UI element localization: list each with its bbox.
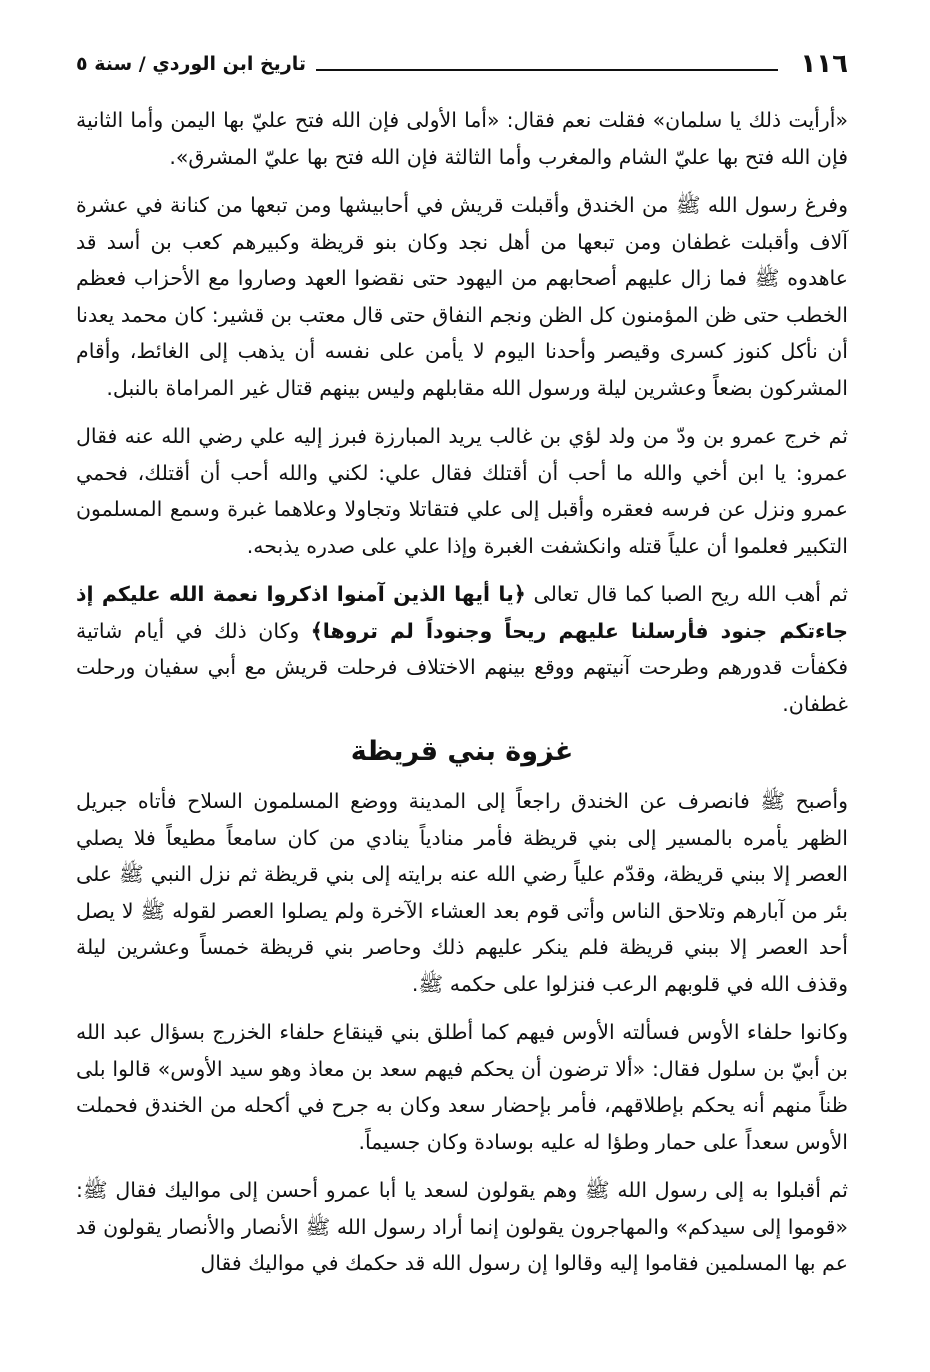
paragraph-3: ثم خرج عمرو بن ودّ من ولد لؤي بن غالب يريد المبارزة فبرز إليه علي رضي الله عنه فقال عمرو: يا ابن أخي والله ما أحب أن أقتلك فقال علي: لكني والله أحب أن أقتلك، فحمي عمرو ونزل عن فرسه فعقره وأقبل إلى علي فتقاتلا وتجاولا وعلاهما غبرة وسمع المسلمون التكبير فعلموا أن علياً قتله وانكشفت الغبرة وإذا علي على صدره يذبحه. bbox=[76, 424, 848, 558]
paragraph-4 bbox=[76, 576, 848, 722]
paragraph-4-intro: ثم أهب الله ريح الصبا كما قال تعالى bbox=[525, 582, 848, 606]
paragraph-1: «أرأيت ذلك يا سلمان» فقلت نعم فقال: «أما الأولى فإن الله فتح عليّ بها اليمن وأما الثانية فإن الله فتح بها عليّ الشام والمغرب وأما الثالثة فإن الله فتح بها عليّ المشرق». bbox=[76, 108, 848, 169]
paragraph-6: وكانوا حلفاء الأوس فسألته الأوس فيهم كما أطلق بني قينقاع حلفاء الخزرج بسؤال عبد الله بن أبيّ بن سلول فقال: «ألا ترضون أن يحكم فيهم سعد بن معاذ وهو سيد الأوس» قالوا بلى ظناً منهم أنه يحكم بإطلاقهم، فأمر بإحضار سعد وكان به جرح في أكحله من الخندق فحملت الأوس سعداً على حمار وطؤا له عليه بوسادة وكان جسيماً. bbox=[76, 1020, 848, 1154]
header-rule bbox=[316, 69, 778, 71]
paragraph-2: وفرغ رسول الله ﷺ من الخندق وأقبلت قريش في أحابيشها ومن تبعها من كنانة في عشرة آلاف وأقبلت غطفان ومن تبعها من أهل نجد وكان بنو قريظة وكبيرهم كعب بن أسد قد عاهدوه ﷺ فما زال عليهم أصحابهم من اليهود حتى نقضوا العهد وصاروا مع الأحزاب فعظم الخطب حتى ظن المؤمنون كل الظن ونجم النفاق حتى قال معتب بن قشير: كان محمد يعدنا أن نأكل كنوز كسرى وقيصر وأحدنا اليوم لا يأمن على نفسه أن يذهب إلى الغائط، وأقام المشركون بضعاً وعشرين ليلة ورسول الله مقابلهم وليس بينهم قتال غير المراماة بالنبل. bbox=[76, 193, 848, 400]
running-title: تاريخ ابن الوردي / سنة ٥ bbox=[76, 53, 307, 75]
paragraph-7: ثم أقبلوا به إلى رسول الله ﷺ وهم يقولون لسعد يا أبا عمرو أحسن إلى مواليك فقال ﷺ: «قوموا إلى سيدكم» والمهاجرون يقولون إنما أراد رسول الله ﷺ الأنصار والأنصار يقولون قد عم بها المسلمين فقاموا إليه وقالوا إن رسول الله قد حكمك في مواليك فقال bbox=[76, 1178, 848, 1275]
body-text bbox=[76, 102, 848, 1282]
quran-verse: ﴿يا أيها الذين آمنوا اذكروا نعمة الله عليكم إذ جاءتكم جنود فأرسلنا عليهم ريحاً وجنوداً لم تروها﴾ bbox=[76, 582, 848, 643]
section-heading: غزوة بني قريظة bbox=[350, 736, 574, 767]
paragraph-5: وأصبح ﷺ فانصرف عن الخندق راجعاً إلى المدينة ووضع المسلمون السلاح فأتاه جبريل الظهر يأمره بالمسير إلى بني قريظة فأمر منادياً ينادي من كان سامعاً مطيعاً فلا يصلي العصر إلا ببني قريظة، وقدّم علياً رضي الله عنه برايته إلى بني قريظة ثم نزل النبي ﷺ على بئر من آبارهم وتلاحق الناس وأتى قوم بعد العشاء الآخرة ولم يصلوا العصر لقوله ﷺ لا يصل أحد العصر إلا ببني قريظة فلم ينكر عليهم ذلك وحاصر بني قريظة خمساً وعشرين ليلة وقذف الله في قلوبهم الرعب فنزلوا على حكمه ﷺ. bbox=[76, 789, 848, 996]
page-header bbox=[76, 44, 848, 84]
page-number: ١١٦ bbox=[800, 49, 848, 79]
paragraph-4-rest: وكان ذلك في أيام شاتية فكفأت قدورهم وطرحت آنيتهم ووقع بينهم الاختلاف فرحلت قريش مع أبي سفيان ورحلت غطفان. bbox=[76, 618, 848, 716]
